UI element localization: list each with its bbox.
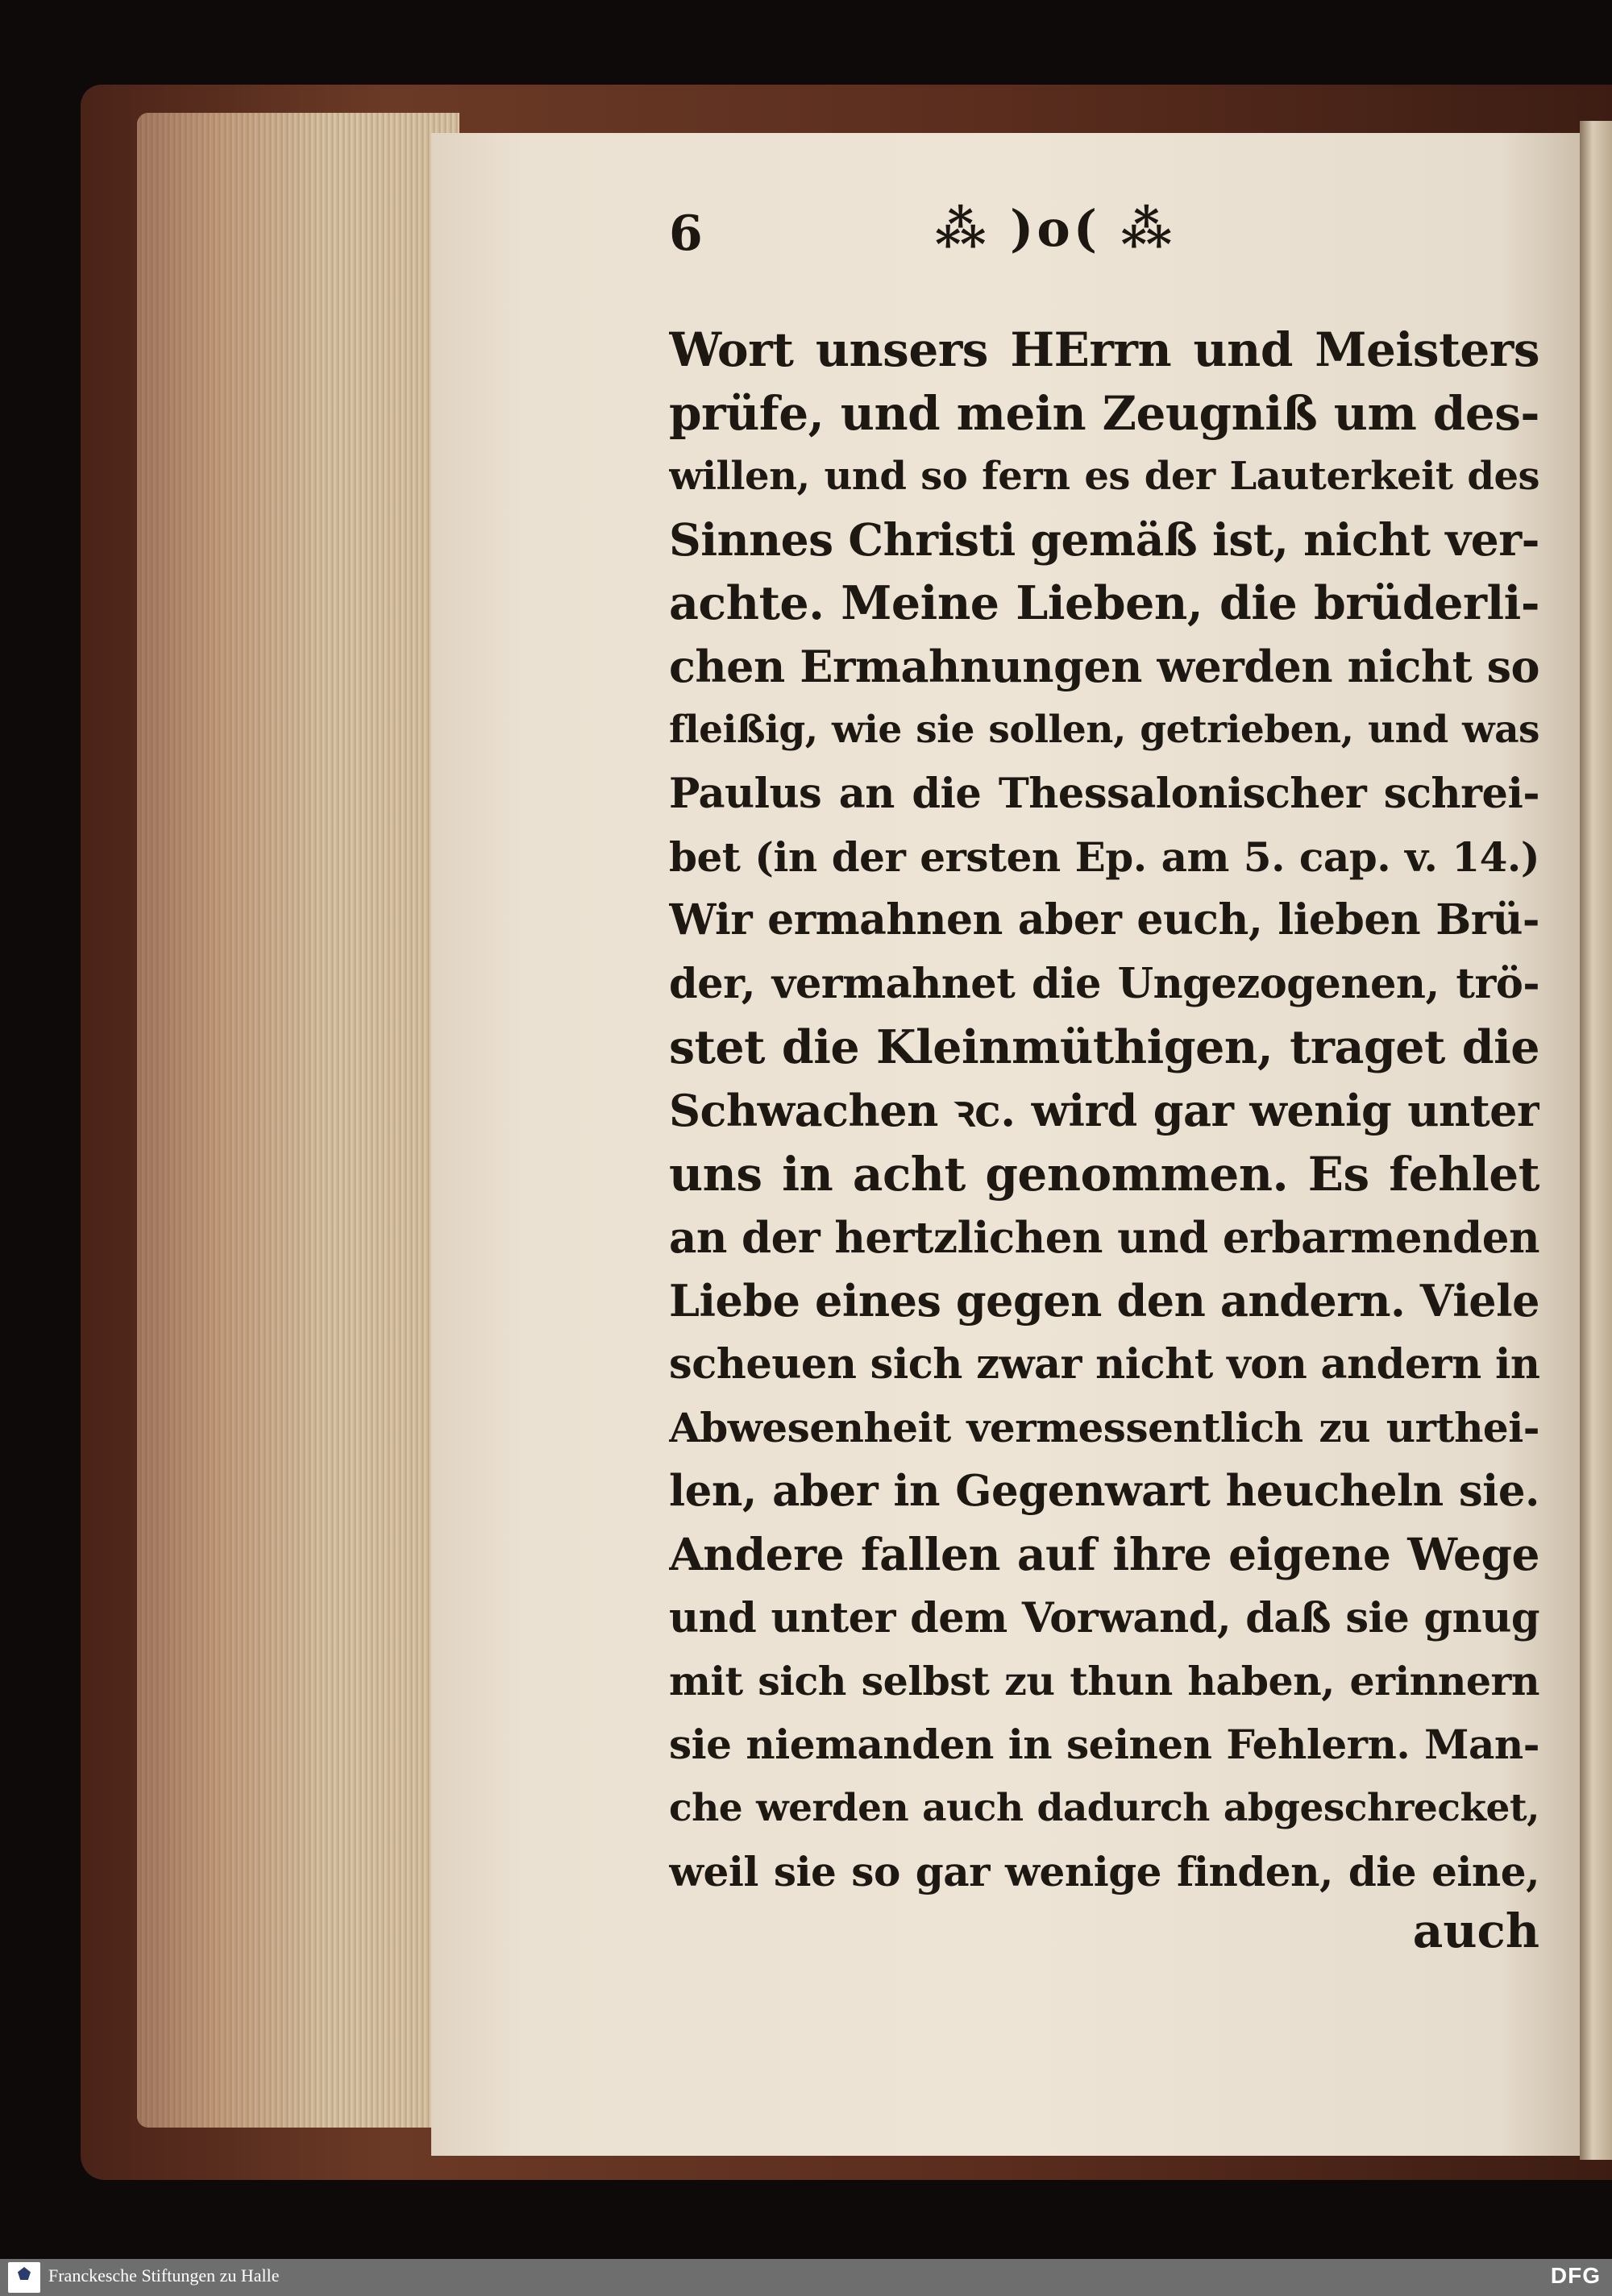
running-head <box>669 197 1539 270</box>
text-line: Abwesenheit vermessentlich zu urthei- <box>669 1403 1539 1451</box>
body-text <box>669 318 1539 1904</box>
text-line: fleißig, wie sie sollen, getrieben, und was <box>669 708 1539 753</box>
institution-logo-icon <box>8 2262 40 2293</box>
book-gutter <box>1580 121 1612 2160</box>
viewer-footer <box>0 2259 1612 2296</box>
text-line: uns in acht genommen. Es fehlet <box>669 1146 1539 1202</box>
text-line: Wort unsers HErrn und Meisters <box>669 322 1539 377</box>
text-line: Andere fallen auf ihre eigene Wege <box>669 1528 1539 1581</box>
funder-logo: DFG <box>1550 2263 1601 2288</box>
text-line: Paulus an die Thessalonischer schrei- <box>669 769 1539 818</box>
text-line: an der hertzlichen und erbarmenden <box>669 1212 1539 1263</box>
text-line: len, aber in Gegenwart heucheln sie. <box>669 1466 1539 1517</box>
text-line: mit sich selbst zu thun haben, erinnern <box>669 1658 1539 1705</box>
text-line: Schwachen ꝛc. wird gar wenig unter <box>669 1085 1539 1137</box>
text-line: der, vermahnet die Ungezogenen, trö- <box>669 959 1539 1008</box>
text-line: sie niemanden in seinen Fehlern. Man- <box>669 1721 1539 1769</box>
logo-mark <box>18 2267 31 2280</box>
text-line: prüfe, und mein Zeugniß um des- <box>669 385 1539 441</box>
text-line: stet die Kleinmüthigen, traget die <box>669 1019 1539 1074</box>
text-line: che werden auch dadurch abgeschrecket, <box>669 1785 1539 1830</box>
text-line: Liebe eines gegen den andern. Viele <box>669 1275 1539 1327</box>
text-line: achte. Meine Lieben, die brüderli- <box>669 575 1539 630</box>
text-line: chen Ermahnungen werden nicht so <box>669 641 1539 693</box>
text-line: weil sie so gar wenige finden, die eine, <box>669 1847 1539 1895</box>
page-edges-shading <box>137 113 459 2128</box>
text-line: Wir ermahnen aber euch, lieben Brü- <box>669 895 1539 945</box>
text-line: Sinnes Christi gemäß ist, nicht ver- <box>669 513 1539 567</box>
institution-name: Franckesche Stiftungen zu Halle <box>48 2265 280 2286</box>
text-line: scheuen sich zwar nicht von andern in <box>669 1340 1539 1389</box>
page-number: 6 <box>669 206 703 262</box>
text-line: bet (in der ersten Ep. am 5. cap. v. 14.) <box>669 832 1539 881</box>
text-line: und unter dem Vorwand, daß sie gnug <box>669 1593 1539 1642</box>
catchword: auch <box>1412 1904 1539 1958</box>
text-line: willen, und so fern es der Lauterkeit des <box>669 454 1539 500</box>
ornament-head: ⁂ )o( ⁂ <box>935 199 1176 258</box>
